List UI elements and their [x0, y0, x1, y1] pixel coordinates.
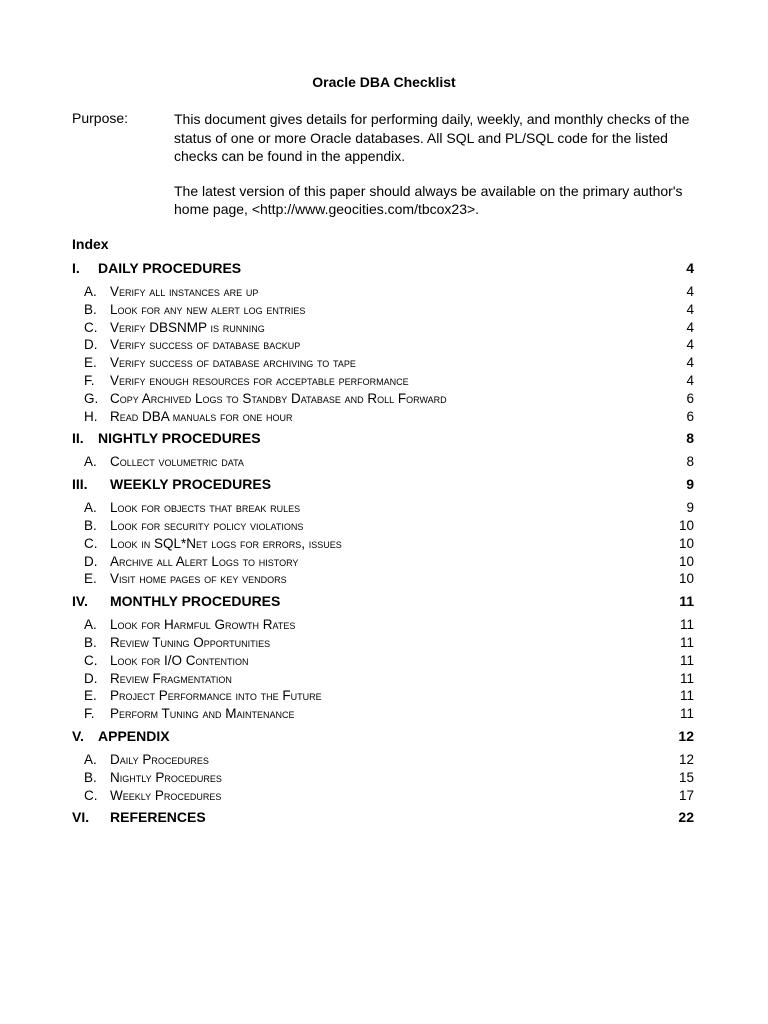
toc-item[interactable]: [72, 320, 694, 338]
toc-section-page: 11: [679, 593, 694, 610]
toc-item-letter: B.: [84, 769, 97, 785]
toc-item[interactable]: [72, 409, 694, 427]
toc-item-page: 4: [686, 301, 694, 317]
toc-item[interactable]: [72, 355, 694, 373]
toc-item-text: Verify all instances are up: [110, 284, 259, 299]
toc-item-text: Verify success of database archiving to tape: [110, 355, 356, 371]
toc-section-title: REFERENCES: [110, 809, 206, 826]
toc-section-title: NIGHTLY PROCEDURES: [98, 430, 261, 447]
toc-section-title: DAILY PROCEDURES: [98, 260, 242, 276]
toc-item-text: Archive all Alert Logs to history: [110, 553, 299, 569]
toc-section[interactable]: [72, 809, 694, 829]
toc-item-page: 10: [678, 535, 694, 551]
toc-item-letter: D.: [84, 553, 98, 569]
toc-item-page: 9: [686, 500, 694, 516]
toc-item-letter: A.: [84, 617, 97, 633]
purpose-paragraph: This document gives details for performing daily, weekly, and monthly checks of the status of one or more Oracle databases. All SQL and PL/SQL code for the listed checks can be found in the appendix.: [174, 111, 690, 164]
toc-item-text: Review Fragmentation: [110, 670, 232, 686]
toc-item-text: Collect volumetric data: [110, 454, 244, 470]
toc-item-page: 8: [686, 454, 694, 470]
toc-item-page: 11: [679, 634, 694, 650]
toc-item[interactable]: [72, 688, 694, 706]
toc-item[interactable]: [72, 617, 694, 635]
toc-item[interactable]: [72, 391, 694, 409]
toc-section-number: IV.: [72, 593, 88, 610]
toc-item[interactable]: [72, 554, 694, 572]
toc-item-page: 15: [678, 769, 694, 785]
toc-item-letter: C.: [84, 535, 98, 551]
toc-item-letter: H.: [84, 408, 98, 424]
toc-item-page: 17: [678, 787, 694, 803]
toc-section-number: VI.: [72, 809, 90, 826]
toc-section[interactable]: [72, 593, 694, 613]
toc-item-page: 10: [678, 517, 694, 533]
toc-item-list: [72, 748, 694, 805]
toc-section-page: 22: [678, 809, 694, 826]
toc-section-number: III.: [72, 476, 88, 493]
toc-section-page: 12: [678, 727, 694, 744]
toc-item-page: 11: [679, 617, 694, 633]
toc-item-text: Nightly Procedures: [110, 769, 222, 785]
index-heading: Index: [72, 236, 109, 252]
toc-item-letter: C.: [84, 652, 98, 668]
toc-item-text: Read DBA manuals for one hour: [110, 408, 293, 424]
toc-item-letter: C.: [84, 319, 98, 335]
toc-item[interactable]: [72, 752, 694, 770]
toc-item-text: Verify success of database backup: [110, 337, 301, 353]
toc-item-text: Look in SQL*Net logs for errors, issues: [110, 535, 342, 551]
toc-item-text: Look for objects that break rules: [110, 500, 301, 516]
toc-item-text: Copy Archived Logs to Standby Database and Roll Forward: [110, 390, 447, 406]
toc-item-text: Perform Tuning and Maintenance: [110, 706, 295, 722]
toc-item-page: 4: [686, 319, 694, 335]
toc-section[interactable]: [72, 728, 694, 748]
toc-item-page: 11: [679, 652, 694, 668]
toc-item-text: Daily Procedures: [110, 751, 209, 767]
toc-section-number: I.: [72, 260, 80, 276]
toc-item[interactable]: [72, 337, 694, 355]
toc-item-page: 10: [678, 553, 694, 569]
toc-item-letter: B.: [84, 301, 97, 317]
toc-item-list: [72, 280, 694, 426]
toc-item-text: Look for Harmful Growth Rates: [110, 617, 296, 633]
toc-item[interactable]: [72, 518, 694, 536]
toc-section-title: MONTHLY PROCEDURES: [110, 593, 281, 610]
toc-item[interactable]: [72, 706, 694, 724]
toc-item-letter: B.: [84, 634, 97, 650]
toc-section[interactable]: [72, 476, 694, 496]
toc-section-page: 8: [686, 430, 694, 447]
toc-item-text: Visit home pages of key vendors: [110, 571, 287, 587]
toc-item-letter: F.: [84, 372, 95, 388]
toc-item-page: 10: [678, 571, 694, 587]
toc-section-number: II.: [72, 430, 84, 447]
toc-item-page: 12: [678, 751, 694, 767]
toc-item-letter: D.: [84, 337, 98, 353]
toc-item[interactable]: [72, 500, 694, 518]
toc-section-number: V.: [72, 727, 84, 744]
toc-item-letter: A.: [84, 751, 97, 767]
toc-item-text: Verify enough resources for acceptable performance: [110, 372, 409, 388]
toc-item[interactable]: [72, 653, 694, 671]
toc-item-page: 6: [686, 408, 694, 424]
toc-item-list: [72, 613, 694, 724]
toc-item-letter: E.: [84, 571, 97, 587]
toc-item-letter: G.: [84, 390, 99, 406]
toc-item[interactable]: [72, 536, 694, 554]
toc-item-text: Look for security policy violations: [110, 517, 304, 533]
purpose-body: [174, 110, 704, 235]
toc-item[interactable]: [72, 788, 694, 806]
toc-item-text: Verify DBSNMP is running: [110, 319, 265, 335]
toc-item-list: [72, 450, 694, 472]
toc-item-page: 4: [686, 372, 694, 388]
toc-section-title: WEEKLY PROCEDURES: [110, 476, 272, 493]
toc-item[interactable]: [72, 284, 694, 302]
toc-item-text: Weekly Procedures: [110, 787, 222, 803]
purpose-paragraph: The latest version of this paper should always be available on the primary author's home page, <http://www.geocities.com/tbcox23>.: [174, 182, 683, 217]
toc-item-text: Look for any new alert log entries: [110, 301, 306, 317]
toc-item-page: 11: [679, 688, 694, 704]
toc-item-letter: E.: [84, 355, 97, 371]
toc-section[interactable]: [72, 430, 694, 450]
document-title: Oracle DBA Checklist: [312, 74, 456, 90]
toc-section[interactable]: [72, 260, 694, 280]
toc-item-letter: B.: [84, 517, 97, 533]
toc-item-page: 6: [686, 390, 694, 406]
toc-item-letter: C.: [84, 787, 98, 803]
toc-item[interactable]: [72, 770, 694, 788]
toc-item-letter: A.: [84, 284, 97, 299]
toc-item-letter: D.: [84, 670, 98, 686]
toc-item-letter: A.: [84, 500, 97, 516]
toc-section-page: 9: [686, 476, 694, 493]
toc-item-text: Look for I/O Contention: [110, 652, 249, 668]
table-of-contents: [72, 260, 694, 829]
toc-item-page: 4: [686, 355, 694, 371]
toc-item-page: 11: [679, 706, 694, 722]
toc-item-page: 4: [686, 284, 694, 299]
toc-section-page: 4: [686, 260, 694, 276]
toc-item-letter: F.: [84, 706, 95, 722]
toc-item-letter: E.: [84, 688, 97, 704]
toc-item-text: Project Performance into the Future: [110, 688, 322, 704]
purpose-label: Purpose:: [72, 110, 129, 126]
toc-section-title: APPENDIX: [98, 727, 170, 744]
toc-item[interactable]: [72, 571, 694, 589]
toc-item[interactable]: [72, 635, 694, 653]
toc-item-page: 4: [686, 337, 694, 353]
toc-item-list: [72, 496, 694, 589]
toc-item[interactable]: [72, 302, 694, 320]
toc-item[interactable]: [72, 454, 694, 472]
toc-item-letter: A.: [84, 454, 97, 470]
toc-item-page: 11: [679, 670, 694, 686]
toc-item[interactable]: [72, 373, 694, 391]
toc-item[interactable]: [72, 671, 694, 689]
toc-item-text: Review Tuning Opportunities: [110, 634, 271, 650]
